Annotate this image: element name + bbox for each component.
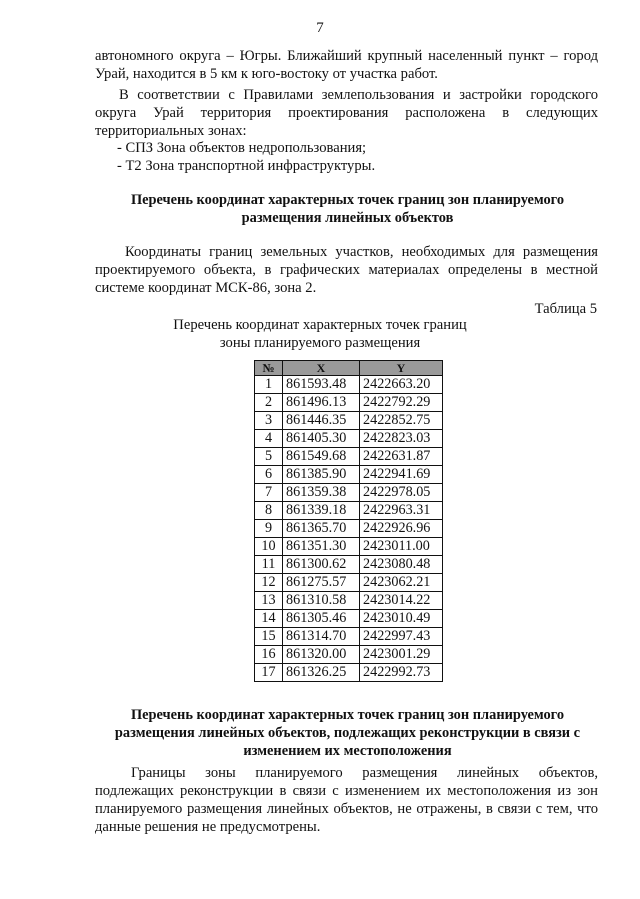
table-row bbox=[255, 484, 443, 502]
x-coordinate-cell: 861496.13 bbox=[283, 394, 360, 412]
y-coordinate-cell: 2423014.22 bbox=[360, 592, 443, 610]
x-coordinate-cell: 861385.90 bbox=[283, 466, 360, 484]
intro-line: Урай, находится в 5 км к юго-востоку от участка работ. bbox=[95, 66, 438, 82]
table-row bbox=[255, 574, 443, 592]
header-x: X bbox=[283, 361, 360, 376]
x-coordinate-cell: 861339.18 bbox=[283, 502, 360, 520]
table-row bbox=[255, 376, 443, 394]
table-row bbox=[255, 628, 443, 646]
x-coordinate-cell: 861275.57 bbox=[283, 574, 360, 592]
y-coordinate-cell: 2422978.05 bbox=[360, 484, 443, 502]
x-coordinate-cell: 861549.68 bbox=[283, 448, 360, 466]
point-number-cell: 17 bbox=[255, 664, 283, 682]
point-number-cell: 12 bbox=[255, 574, 283, 592]
section2-heading bbox=[95, 706, 600, 760]
point-number-cell: 3 bbox=[255, 412, 283, 430]
point-number-cell: 11 bbox=[255, 556, 283, 574]
point-number-cell: 10 bbox=[255, 538, 283, 556]
zones-line: В соответствии с Правилами землепользования и застройки городского bbox=[119, 87, 598, 103]
section2-line: данные решения не предусмотрены. bbox=[95, 819, 321, 835]
table-row bbox=[255, 394, 443, 412]
y-coordinate-cell: 2422926.96 bbox=[360, 520, 443, 538]
header-y: Y bbox=[360, 361, 443, 376]
section1-heading bbox=[95, 191, 600, 227]
section2-line: Границы зоны планируемого размещения линейных объектов, bbox=[131, 765, 598, 781]
y-coordinate-cell: 2422852.75 bbox=[360, 412, 443, 430]
zone-item: - Т2 Зона транспортной инфраструктуры. bbox=[117, 158, 376, 174]
zones-line: округа Урай территория проектирования расположена в следующих bbox=[95, 105, 598, 121]
point-number-cell: 1 bbox=[255, 376, 283, 394]
intro-line: автономного округа – Югры. Ближайший крупный населенный пункт – город bbox=[95, 48, 598, 64]
point-number-cell: 4 bbox=[255, 430, 283, 448]
x-coordinate-cell: 861405.30 bbox=[283, 430, 360, 448]
y-coordinate-cell: 2422663.20 bbox=[360, 376, 443, 394]
x-coordinate-cell: 861314.70 bbox=[283, 628, 360, 646]
point-number-cell: 8 bbox=[255, 502, 283, 520]
section1-paragraph bbox=[95, 243, 598, 297]
zones-paragraph bbox=[95, 86, 598, 140]
x-coordinate-cell: 861310.58 bbox=[283, 592, 360, 610]
point-number-cell: 7 bbox=[255, 484, 283, 502]
y-coordinate-cell: 2422631.87 bbox=[360, 448, 443, 466]
point-number-cell: 2 bbox=[255, 394, 283, 412]
y-coordinate-cell: 2422997.43 bbox=[360, 628, 443, 646]
x-coordinate-cell: 861359.38 bbox=[283, 484, 360, 502]
y-coordinate-cell: 2422823.03 bbox=[360, 430, 443, 448]
heading-line: Перечень координат характерных точек границ зон планируемого bbox=[130, 707, 565, 723]
point-number-cell: 6 bbox=[255, 466, 283, 484]
section1-line: проектируемого объекта, в графических материалах определены в местной bbox=[95, 262, 598, 278]
point-number-cell: 16 bbox=[255, 646, 283, 664]
point-number-cell: 9 bbox=[255, 520, 283, 538]
table-row bbox=[255, 646, 443, 664]
x-coordinate-cell: 861320.00 bbox=[283, 646, 360, 664]
section2-line: подлежащих реконструкции в связи с изменением их местоположения из зон bbox=[95, 783, 598, 799]
x-coordinate-cell: 861351.30 bbox=[283, 538, 360, 556]
x-coordinate-cell: 861326.25 bbox=[283, 664, 360, 682]
coordinates-table bbox=[254, 360, 443, 682]
y-coordinate-cell: 2423010.49 bbox=[360, 610, 443, 628]
table-row bbox=[255, 520, 443, 538]
caption-line: зоны планируемого размещения bbox=[219, 335, 421, 351]
y-coordinate-cell: 2422941.69 bbox=[360, 466, 443, 484]
section2-paragraph bbox=[95, 764, 598, 836]
table-row bbox=[255, 556, 443, 574]
page-number: 7 bbox=[316, 20, 324, 36]
intro-paragraph bbox=[95, 47, 598, 83]
table-header-row bbox=[255, 361, 443, 376]
x-coordinate-cell: 861300.62 bbox=[283, 556, 360, 574]
y-coordinate-cell: 2423080.48 bbox=[360, 556, 443, 574]
point-number-cell: 5 bbox=[255, 448, 283, 466]
table-row bbox=[255, 610, 443, 628]
y-coordinate-cell: 2423062.21 bbox=[360, 574, 443, 592]
section1-line: системе координат МСК-86, зона 2. bbox=[95, 280, 317, 296]
y-coordinate-cell: 2423011.00 bbox=[360, 538, 443, 556]
y-coordinate-cell: 2422963.31 bbox=[360, 502, 443, 520]
table-row bbox=[255, 502, 443, 520]
table-row bbox=[255, 592, 443, 610]
zone-item: - СПЗ Зона объектов недропользования; bbox=[117, 140, 367, 156]
table-row bbox=[255, 538, 443, 556]
table-row bbox=[255, 448, 443, 466]
table-row bbox=[255, 430, 443, 448]
x-coordinate-cell: 861446.35 bbox=[283, 412, 360, 430]
heading-line: размещения линейных объектов bbox=[241, 210, 454, 226]
section1-line: Координаты границ земельных участков, необходимых для размещения bbox=[125, 244, 598, 260]
table-row bbox=[255, 412, 443, 430]
caption-line: Перечень координат характерных точек границ bbox=[173, 317, 467, 333]
point-number-cell: 13 bbox=[255, 592, 283, 610]
x-coordinate-cell: 861365.70 bbox=[283, 520, 360, 538]
table-caption bbox=[0, 316, 640, 352]
zones-line: территориальных зонах: bbox=[95, 123, 247, 139]
table-label: Таблица 5 bbox=[534, 301, 597, 317]
point-number-cell: 14 bbox=[255, 610, 283, 628]
heading-line: размещения линейных объектов, подлежащих реконструкции в связи с bbox=[114, 725, 581, 741]
y-coordinate-cell: 2422992.73 bbox=[360, 664, 443, 682]
y-coordinate-cell: 2422792.29 bbox=[360, 394, 443, 412]
table-row bbox=[255, 466, 443, 484]
y-coordinate-cell: 2423001.29 bbox=[360, 646, 443, 664]
heading-line: изменением их местоположения bbox=[243, 743, 452, 759]
x-coordinate-cell: 861305.46 bbox=[283, 610, 360, 628]
header-number: № bbox=[255, 361, 283, 376]
heading-line: Перечень координат характерных точек границ зон планируемого bbox=[130, 192, 565, 208]
x-coordinate-cell: 861593.48 bbox=[283, 376, 360, 394]
table-row bbox=[255, 664, 443, 682]
section2-line: планируемого размещения линейных объектов, не отражены, в связи с тем, что bbox=[95, 801, 598, 817]
point-number-cell: 15 bbox=[255, 628, 283, 646]
